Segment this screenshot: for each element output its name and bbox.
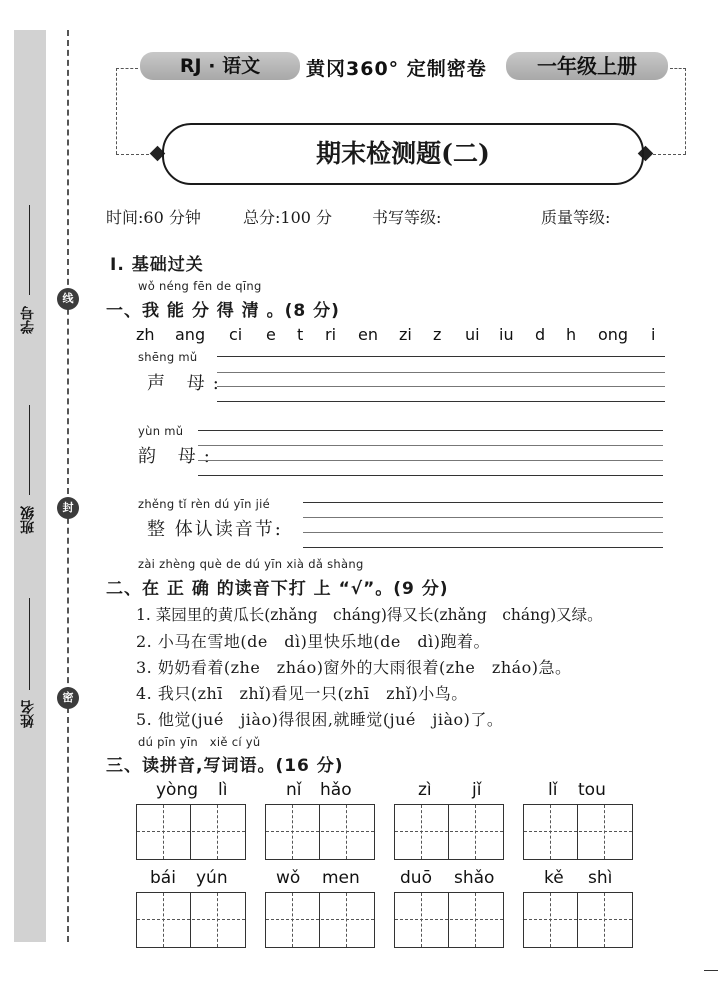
q1-letter: ci (229, 325, 243, 344)
part-heading: Ⅰ. 基础过关 (110, 255, 204, 275)
word-pinyin: shì (588, 868, 613, 888)
answer-line[interactable] (303, 532, 663, 533)
answer-line[interactable] (303, 547, 663, 548)
zhengti-label: 整 体认读音节: (147, 519, 283, 540)
q1-letter: z (433, 325, 442, 344)
q2-item-5[interactable]: 5. 他觉(jué jiào)得很困,就睡觉(jué jiào)了。 (136, 710, 504, 729)
word-pinyin: yún (196, 868, 228, 888)
q1-letter: ang (175, 325, 206, 344)
word-pinyin: zì (418, 780, 432, 800)
answer-line[interactable] (198, 475, 663, 476)
header-dash (116, 154, 154, 155)
q1-letter: zi (399, 325, 412, 344)
name-label: 姓名 (20, 700, 36, 728)
q1-letter: t (297, 325, 304, 344)
q1-letter: e (266, 325, 276, 344)
zhengti-pinyin: zhěng tǐ rèn dú yīn jié (138, 497, 271, 511)
header-dash (116, 68, 138, 69)
answer-line[interactable] (217, 356, 665, 357)
class-label: 班级 (20, 506, 36, 534)
writing-grid[interactable] (394, 892, 504, 948)
word-pinyin: wǒ (276, 868, 301, 888)
answer-line[interactable] (217, 372, 665, 373)
binding-mark-xian: 线 (57, 288, 79, 310)
answer-line[interactable] (198, 430, 663, 431)
q2-item-3[interactable]: 3. 奶奶看着(zhe zháo)窗外的大雨很着(zhe zháo)急。 (136, 658, 572, 677)
answer-line[interactable] (303, 517, 663, 518)
word-pinyin: yòng (156, 780, 199, 800)
word-pinyin: jǐ (472, 780, 482, 800)
quality-grade[interactable]: 质量等级: (541, 208, 611, 227)
word-pinyin: kě (544, 868, 564, 888)
q2-item-4[interactable]: 4. 我只(zhī zhǐ)看见一只(zhī zhǐ)小鸟。 (136, 684, 468, 703)
binding-mark-mi: 密 (57, 687, 79, 709)
answer-line[interactable] (198, 460, 663, 461)
binding-dashed-line (67, 30, 69, 942)
q3-pinyin: dú pīn yīn xiě cí yǔ (138, 735, 261, 749)
q2-title: 二、在 正 确 的读音下打 上 “√”。(9 分) (106, 579, 449, 599)
word-pinyin: lì (218, 780, 228, 800)
q2-item-1[interactable]: 1. 菜园里的黄瓜长(zhǎng cháng)得又长(zhǎng cháng)又绿。 (136, 606, 603, 624)
grade-tag: 一年级上册 (506, 52, 668, 80)
writing-grid[interactable] (265, 892, 375, 948)
q1-letter: d (535, 325, 546, 344)
shengmu-label: 声 母: (147, 373, 227, 394)
q1-letter: i (651, 325, 656, 344)
answer-line[interactable] (217, 401, 665, 402)
binding-strip (14, 30, 46, 942)
binding-mark-feng: 封 (57, 497, 79, 519)
student-id-line[interactable] (29, 205, 30, 295)
word-pinyin: tou (578, 780, 606, 800)
q1-title: 一、我 能 分 得 清 。(8 分) (106, 301, 340, 321)
yunmu-label: 韵 母: (138, 446, 218, 467)
q1-letter: h (566, 325, 577, 344)
word-pinyin: bái (150, 868, 176, 888)
header-dash (685, 68, 686, 154)
word-pinyin: lǐ (548, 780, 558, 800)
writing-grid[interactable] (523, 892, 633, 948)
header-dash (670, 68, 686, 69)
brand-text: 黄冈360° 定制密卷 (306, 58, 487, 80)
q1-pinyin: wǒ néng fēn de qīng (138, 279, 262, 293)
word-pinyin: hǎo (320, 780, 352, 800)
header-dash (648, 154, 686, 155)
answer-line[interactable] (303, 502, 663, 503)
word-pinyin: shǎo (454, 868, 495, 888)
q1-letter: ong (598, 325, 629, 344)
answer-line[interactable] (217, 386, 665, 387)
word-pinyin: duō (400, 868, 432, 888)
q1-letter: iu (499, 325, 514, 344)
writing-grade[interactable]: 书写等级: (372, 208, 442, 227)
q1-letter: en (358, 325, 378, 344)
word-pinyin: nǐ (286, 780, 302, 800)
word-pinyin: men (322, 868, 360, 888)
page-edge-mark (704, 970, 718, 971)
q2-pinyin: zài zhèng què de dú yīn xià dǎ shàng (138, 557, 364, 571)
q2-item-2[interactable]: 2. 小马在雪地(de dì)里快乐地(de dì)跑着。 (136, 632, 490, 651)
writing-grid[interactable] (394, 804, 504, 860)
writing-grid[interactable] (136, 892, 246, 948)
writing-grid[interactable] (265, 804, 375, 860)
writing-grid[interactable] (136, 804, 246, 860)
class-line[interactable] (29, 405, 30, 495)
exam-title: 期末检测题(二) (162, 123, 644, 185)
exam-total: 总分:100 分 (243, 208, 333, 227)
q1-letter: ui (465, 325, 480, 344)
yunmu-pinyin: yùn mǔ (138, 424, 184, 438)
name-line[interactable] (29, 598, 30, 690)
shengmu-pinyin: shēng mǔ (138, 350, 198, 364)
student-id-label: 学号 (20, 306, 36, 334)
subject-tag: RJ · 语文 (140, 52, 300, 80)
writing-grid[interactable] (523, 804, 633, 860)
q1-letter: ri (325, 325, 337, 344)
header-dash (116, 68, 117, 154)
q3-title: 三、读拼音,写词语。(16 分) (106, 756, 344, 776)
answer-line[interactable] (198, 445, 663, 446)
exam-time: 时间:60 分钟 (106, 208, 201, 227)
q1-letter: zh (136, 325, 155, 344)
